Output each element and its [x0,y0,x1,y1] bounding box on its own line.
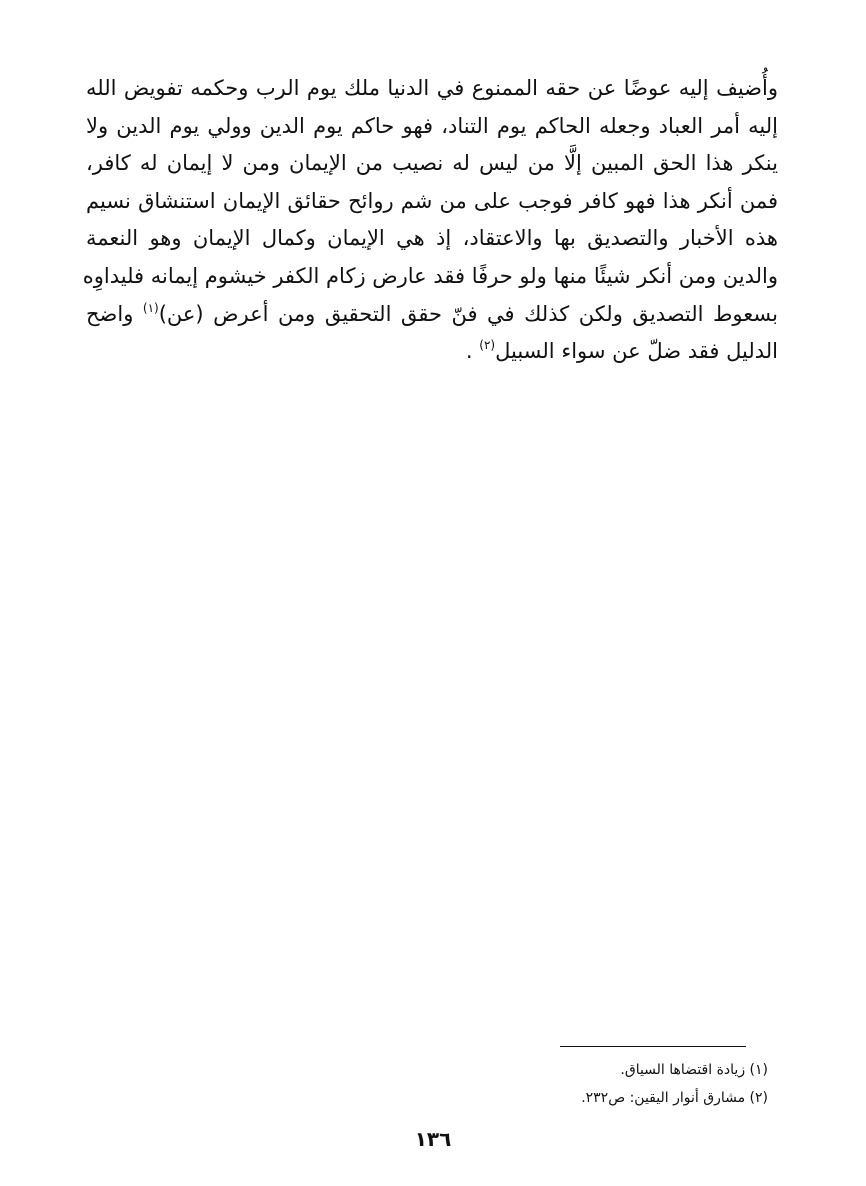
text-line-7-end: واضح [86,301,134,326]
text-line-4: فمن أنكر هذا فهو كافر فوجب على من شم روائح حقائق الإيمان استنشاق نسيم [86,188,778,213]
final-period: . [465,339,473,364]
main-text-block [82,70,778,371]
text-line-5: هذه الأخبار والتصديق بها والاعتقاد، إذ هي الإيمان وكمال الإيمان وهو النعمة [86,226,778,251]
text-line-8-main: الدليل فقد ضلّ عن سواء السبيل [495,339,778,364]
text-line-7 [86,296,778,334]
text-line-3: ينكر هذا الحق المبين إلَّا من ليس له نصيب من الإيمان ومن لا إيمان له كافر، [86,151,778,176]
text-line-1: وأُضيف إليه عوضًا عن حقه الممنوع في الدنيا ملك يوم الرب وحكمه تفويض الله [86,76,778,100]
text-line-2: إليه أمر العباد وجعله الحاكم يوم التناد، فهو حاكم يوم الدين وولي يوم الدين ولا [86,113,778,138]
footnote-marker-2: (٢) [479,338,496,353]
text-line-8 [86,333,778,371]
page-number: ١٣٦ [414,1127,452,1151]
footnote-marker-1: (١) [142,300,159,315]
footnotes-block [380,1056,768,1112]
footnote-separator [560,1046,746,1047]
footnote-2: (٢) مشارق أنوار اليقين: ص٢٣٢. [581,1090,768,1106]
text-line-6: والدين ومن أنكر شيئًا منها ولو حرفًا فقد عارض زكام الكفر خيشوم إيمانه فليداوِه [82,263,778,288]
footnote-1: (١) زيادة اقتضاها السياق. [620,1062,768,1078]
text-line-7-main: بسعوط التصديق ولكن كذلك في فنّ حقق التحقيق ومن أعرض (عن) [158,301,778,326]
